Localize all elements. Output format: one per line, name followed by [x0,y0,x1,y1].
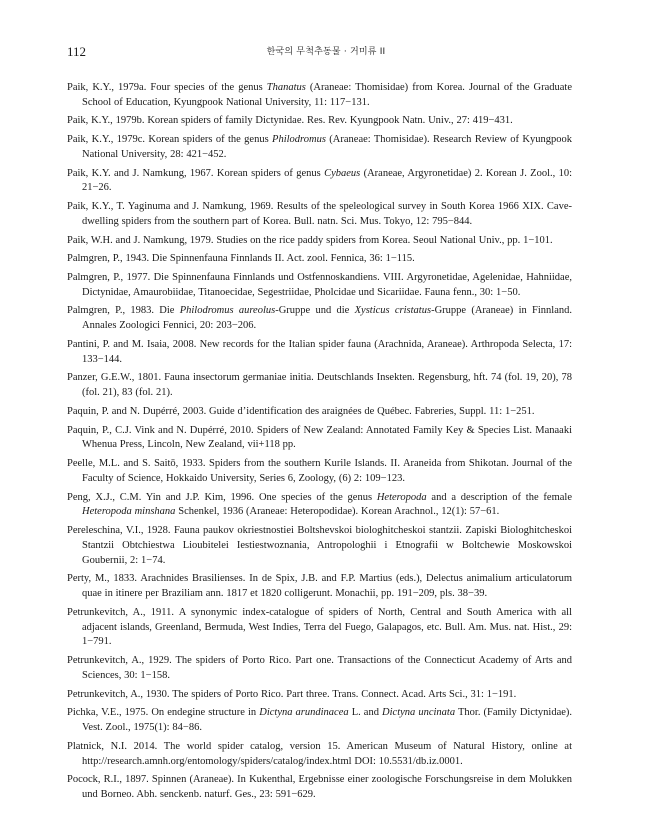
reference-text: Peng, X.J., C.M. Yin and J.P. Kim, 1996. One species of the genus [67,491,377,503]
reference-text: Pocock, R.I., 1897. Spinnen (Araneae). In Kukenthal, Ergebnisse einer zoologische Forschungsreise in dem Molukken und Borneo. Abh. senckenb. naturf. Ges., 23: 591−629. [67,774,572,801]
reference-text: Perty, M., 1833. Arachnides Brasilienses. In de Spix, J.B. and F.P. Martius (eds.), Delectus animalium articulatorum quae in itinere per Braziliam ann. 1817 et 1820 colligerunt. Monachii, pp. 191−209, pls. 38−39. [67,573,572,600]
reference-text: -Gruppe (Araneae) in Finnland. Annales Zoologici Fennici, 20: 203−206. [82,305,572,332]
reference-entry [67,114,572,129]
reference-text: (Araneae, Argyronetidae) 2. Korean J. Zool., 10: 21−26. [82,167,572,194]
reference-entry [67,606,572,650]
reference-entry [67,572,572,602]
reference-text: Palmgren, P., 1943. Die Spinnenfauna Finnlands II. Act. zool. Fennica, 36: 1−115. [67,253,415,265]
reference-text: Platnick, N.I. 2014. The world spider catalog, version 15. American Museum of Natural History, online at http://research.amnh.org/entomology/spiders/catalog/index.html DOI: 10.5531/db.iz.0001. [67,740,572,767]
reference-entry [67,252,572,267]
reference-text: Paik, K.Y., 1979c. Korean spiders of the genus [67,134,273,146]
reference-list [67,81,572,807]
reference-entry [67,773,572,803]
reference-entry [67,81,572,111]
reference-taxon-italic: Cybaeus [324,167,361,179]
reference-text: Paik, K.Y. and J. Namkung, 1967. Korean spiders of genus [67,167,325,179]
reference-text: -Gruppe und die [275,305,355,317]
reference-text: L. and [348,707,383,719]
reference-text: Petrunkevitch, A., 1930. The spiders of Porto Rico. Part three. Trans. Connect. Acad. Arts Sci., 31: 1−191. [67,688,517,700]
reference-text: Pantini, P. and M. Isaia, 2008. New records for the Italian spider fauna (Arachnida, Araneae). Arthropoda Selecta, 17: 133−144. [67,338,572,365]
reference-text: (Araneae: Thomisidae) from Korea. Journal of the Graduate School of Education, Kyungpook National University, 11: 117−131. [82,82,573,108]
reference-entry [67,200,572,230]
reference-entry [67,524,572,568]
reference-entry [67,457,572,487]
reference-entry [67,424,572,454]
reference-entry [67,405,572,420]
page-number: 112 [67,44,87,59]
reference-taxon-italic: Thanatus [266,82,306,93]
reference-text: Paik, K.Y., 1979b. Korean spiders of family Dictynidae. Res. Rev. Kyungpook Natn. Univ., 27: 419−431. [67,115,513,127]
reference-text: Pichka, V.E., 1975. On endegine structure in [67,707,260,719]
reference-entry [67,491,572,521]
reference-text: (Araneae: Thomisidae). Research Review of Kyungpook National University, 28: 421−452. [82,134,572,160]
reference-taxon-italic: Heteropoda minshana [82,506,176,518]
reference-text: Palmgren, P., 1983. Die [67,305,180,317]
reference-taxon-italic: Heteropoda [376,491,427,503]
reference-text: Palmgren, P., 1977. Die Spinnenfauna Finnlands und Ostfennoskandiens. VIII. Argyronetidae, Agelenidae, Hahniidae, Dictynidae, Amaurobiidae, Titanoecidae, Segestriidae, Pholcidae und Sicariidae. Fauna fenn., 30: 1−50. [67,272,572,298]
reference-text: Panzer, G.E.W., 1801. Fauna insectorum germaniae initia. Deutschlands Insekten. Regensburg, hft. 74 (fol. 19, 20), 78 (fol. 21), 83 (fol. 21). [67,372,572,399]
reference-taxon-italic: Dictyna uncinata [382,707,456,719]
reference-entry [67,740,572,770]
reference-taxon-italic: Dictyna arundinacea [259,707,349,719]
reference-entry [67,338,572,368]
reference-entry [67,304,572,334]
reference-entry [67,688,572,703]
reference-entry [67,706,572,736]
reference-text: Pereleschina, V.I., 1928. Fauna paukov okriestnostiei Boltshevskoi biologhitcheskoi stantzii. Zapiski Biologhitcheskoi Stantzii Obtchiestwa Lioubitelei Iestiestwoznania, Antropologhii i Etnografii w Boltchewie Moskowskoi Goubernii, 2: 1−74. [67,525,572,566]
reference-text: Paquin, P. and N. Dupérré, 2003. Guide d’identification des araignées de Québec. Fabreries, Suppl. 11: 1−251. [67,405,535,417]
reference-text: Schenkel, 1936 (Araneae: Heteropodidae). Korean Arachnol., 12(1): 57−61. [175,506,500,518]
reference-entry [67,371,572,401]
reference-text: Paquin, P., C.J. Vink and N. Dupérré, 2010. Spiders of New Zealand: Annotated Family Key & Species List. Manaaki Whenua Press, Lincoln, New Zealand, vii+118 pp. [67,424,572,451]
reference-entry [67,654,572,684]
running-header: 한국의 무척추동물 · 거미류 II [266,47,386,57]
reference-entry [67,234,572,249]
reference-text: Thor. (Family Dictynidae). Vest. Zool., 1975(1): 84−86. [82,707,573,734]
reference-text: Petrunkevitch, A., 1929. The spiders of Porto Rico. Part one. Transactions of the Connecticut Academy of Arts and Sciences, 30: 1−158. [67,655,572,681]
reference-text: Peelle, M.L. and S. Saitō, 1933. Spiders from the southern Kurile Islands. II. Araneida from Shikotan. Journal of the Faculty of Science, Hokkaido University, Series 6, Zoology, (6) 2: 109−123. [67,458,572,484]
reference-text: Paik, K.Y., 1979a. Four species of the genus [67,82,267,93]
reference-taxon-italic: Philodromus aureolus [179,305,276,317]
reference-text: and a description of the female [426,491,572,503]
reference-taxon-italic: Philodromus [272,134,326,146]
reference-entry [67,133,572,163]
reference-text: Paik, K.Y., T. Yaginuma and J. Namkung, 1969. Results of the speleological survey in South Korea 1966 XIX. Cave-dwelling spiders from the southern part of Korea. Bull. natn. Sci. Mus. Tokyo, 12: 795−844. [67,201,572,227]
reference-taxon-italic: Xysticus cristatus [354,305,432,317]
reference-text: Petrunkevitch, A., 1911. A synonymic index-catalogue of spiders of North, Central and South America with all adjacent islands, Greenland, Bermuda, West Indies, Terra del Fuego, Galapagos, etc. Bull. Am. Mus. nat. Hist., 29: 1−791. [67,606,572,648]
reference-entry [67,271,572,301]
reference-entry [67,167,572,197]
reference-text: Paik, W.H. and J. Namkung, 1979. Studies on the rice paddy spiders from Korea. Seoul National Univ., pp. 1−101. [67,234,553,246]
